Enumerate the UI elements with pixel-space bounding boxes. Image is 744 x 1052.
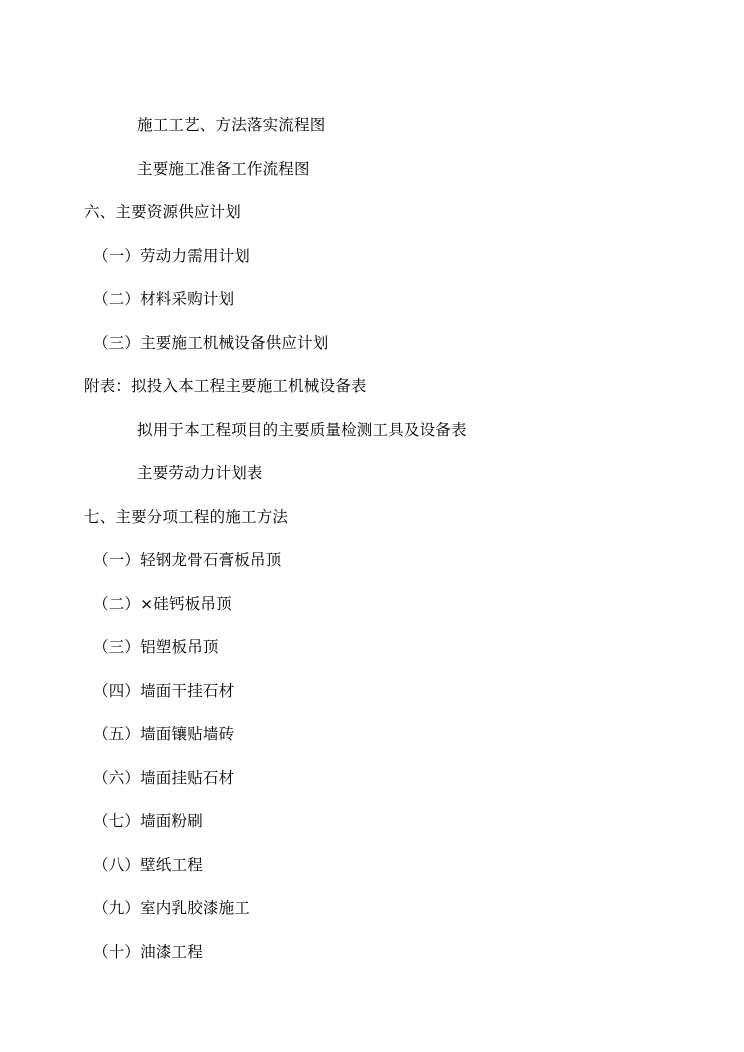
document-line: 附表：拟投入本工程主要施工机械设备表 <box>84 377 367 395</box>
document-line: （二）×硅钙板吊顶 <box>93 594 232 613</box>
document-line: （十）油漆工程 <box>93 942 203 961</box>
document-line: 拟用于本工程项目的主要质量检测工具及设备表 <box>137 420 467 439</box>
document-line: 主要劳动力计划表 <box>137 464 263 482</box>
document-line: （五）墙面镶贴墙砖 <box>93 725 235 743</box>
document-line: （一）劳动力需用计划 <box>93 246 251 265</box>
document-line: （三）铝塑板吊顶 <box>93 638 219 656</box>
document-heading: 七、主要分项工程的施工方法 <box>84 507 289 526</box>
document-line: （四）墙面干挂石材 <box>93 681 235 700</box>
document-line: 主要施工准备工作流程图 <box>137 159 310 178</box>
document-line: （六）墙面挂贴石材 <box>93 768 235 787</box>
document-body <box>84 104 664 974</box>
document-line: （一）轻钢龙骨石膏板吊顶 <box>93 551 282 569</box>
document-heading: 六、主要资源供应计划 <box>84 203 242 221</box>
document-line: （二）材料采购计划 <box>93 290 235 308</box>
document-line: （七）墙面粉刷 <box>93 812 203 830</box>
document-line: （八）壁纸工程 <box>93 855 203 874</box>
document-line: （九）室内乳胶漆施工 <box>93 899 251 917</box>
document-line: 施工工艺、方法落实流程图 <box>137 116 326 134</box>
document-line: （三）主要施工机械设备供应计划 <box>93 333 329 352</box>
